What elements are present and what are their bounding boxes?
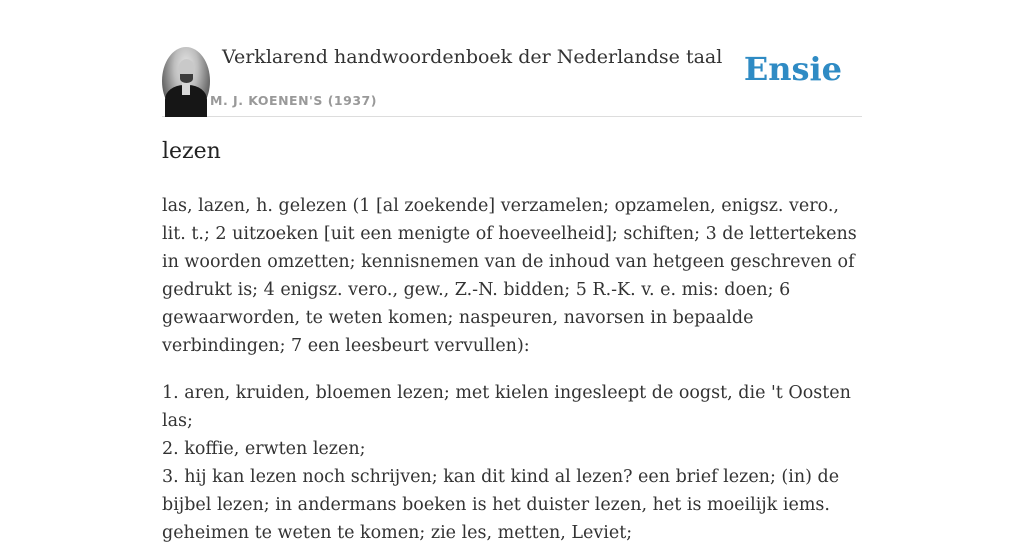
dictionary-header: [162, 46, 862, 117]
author-portrait: [162, 47, 210, 115]
dictionary-subtitle: M. J. KOENEN'S (1937): [210, 93, 377, 108]
example-item: 3. hij kan lezen noch schrijven; kan dit kind al lezen? een brief lezen; (in) de bijbel lezen; in andermans boeken is het duister lezen, het is moeilijk iems. geheimen te weten te komen; zie les, metten, Leviet;: [162, 467, 840, 543]
entry-examples: [162, 379, 862, 547]
example-item: 1. aren, kruiden, bloemen lezen; met kielen ingesleept de oogst, die 't Oosten las;: [162, 383, 851, 431]
entry-headword: lezen: [162, 139, 221, 164]
dictionary-title[interactable]: Verklarend handwoordenboek der Nederlandse taal: [222, 46, 723, 68]
entry-definition: las, lazen, h. gelezen (1 [al zoekende] verzamelen; opzamelen, enigsz. vero., lit. t.; 2 uitzoeken [uit een menigte of hoeveelheid]; schiften; 3 de lettertekens in woorden omzetten; kennisnemen van de inhoud van hetgeen geschreven of gedrukt is; 4 enigsz. vero., gew., Z.-N. bidden; 5 R.-K. v. e. mis: doen; 6 gewaarworden, te weten komen; naspeuren, navorsen in bepaalde verbindingen; 7 een leesbeurt vervullen):: [162, 196, 857, 356]
example-item: 2. koffie, erwten lezen;: [162, 439, 366, 459]
ensie-logo-link[interactable]: Ensie: [743, 50, 842, 88]
